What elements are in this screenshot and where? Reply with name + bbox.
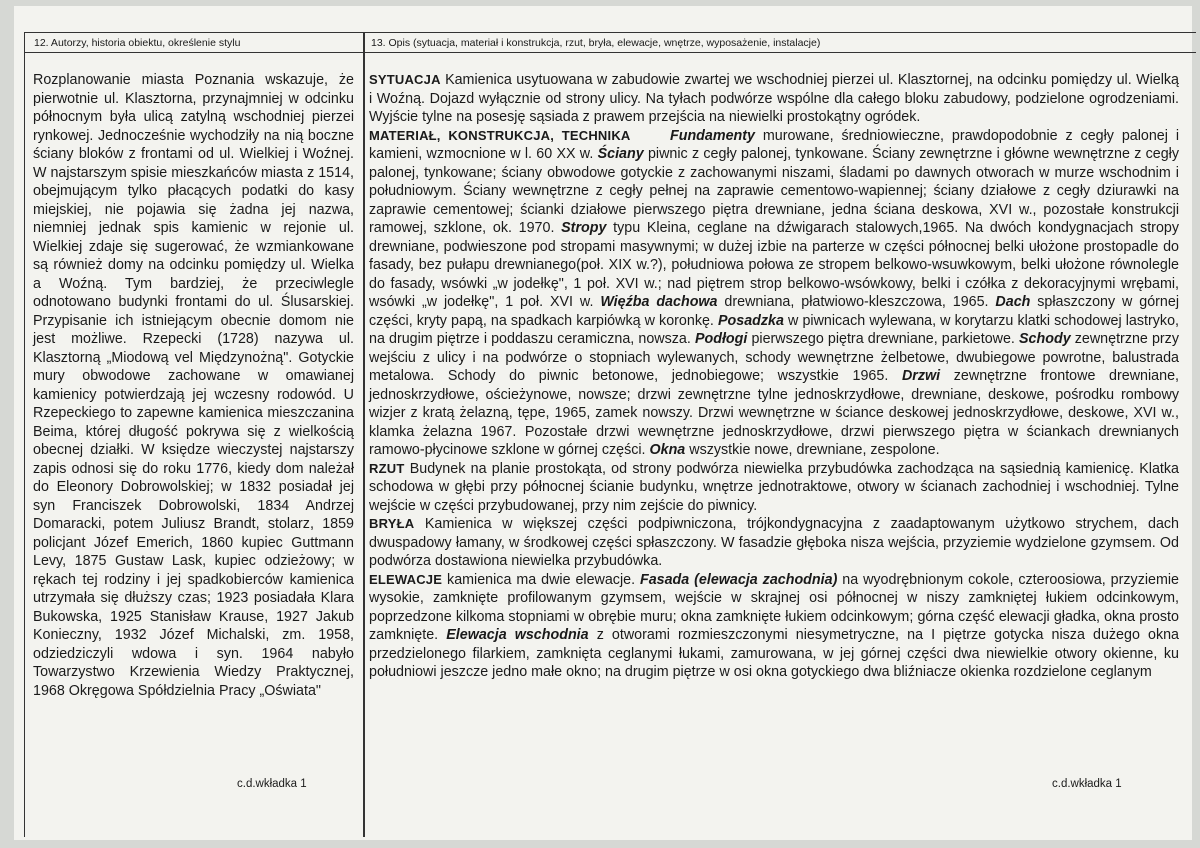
- label-elewacja-wschodnia: Elewacja wschodnia: [446, 627, 589, 643]
- section-header-12: 12. Autorzy, historia obiektu, określenie stylu: [34, 37, 241, 49]
- text-elewacje: kamienica ma dwie elewacje.: [442, 571, 640, 588]
- text-posadzka: w piwnicach wylewana, w korytarzu klatki schodowej lastryko, na drugim piętrze i poddaszu ceramiczna, nowsza.: [369, 312, 1179, 347]
- section-material: [369, 127, 1179, 460]
- label-podlogi: Podłogi: [694, 331, 748, 347]
- label-sytuacja: SYTUACJA: [369, 72, 441, 87]
- header-rule-left: [24, 52, 363, 53]
- text-okna: wszystkie nowe, drewniane, zespolone.: [685, 442, 940, 458]
- history-column: [33, 71, 354, 700]
- section-bryla: [369, 515, 1179, 571]
- text-elewacja-wschodnia: z otworami rozmieszczonymi niesymetryczne, na I piętrze gotycka nisza dużego okna przedzielonego filarkiem, zamknięta ceglanymi łukami, zamurowana, w jej górnej części dwa niewielkie otwory okienne, ku południowi jeszcze jedno małe okno; na drugim piętrze w osi okna gotyckiego dwa bliźniacze okienka rozdzielone ceglanym: [369, 627, 1179, 680]
- text-fasada: na wyodrębnionym cokole, czteroosiowa, przyziemie wysokie, zamknięte profilowanym gzymsem, wejście w skrajnej osi północnej w niszy zamkniętej łukiem odcinkowym, poprzedzone kilkoma stopniami w obrębie muru; okna zamknięte łukiem odcinkowym; górna część elewacji gładka, okna prosto zamknięte.: [369, 571, 1180, 643]
- continuation-note-right: c.d.wkładka 1: [1052, 778, 1122, 790]
- label-stropy: Stropy: [561, 220, 607, 236]
- section-elewacje: [369, 571, 1179, 682]
- label-bryla: BRYŁA: [369, 516, 415, 531]
- text-sciany: piwnic z cegły palonej, tynkowane. Ściany zewnętrzne i główne wewnętrzne z cegły palonej, tynkowane; ściany obwodowe gotyckie z zachowanymi niszami, śladami po dawnych otworach w murze wschodnim i południowym. Ściany wewnętrzne z cegły pełnej na zaprawie cementowo-wapiennej; ściany działowe z cegły dziurawki na zaprawie cementowej; ścianki działowe pierwszego piętra drewniane, jedna ściana deskowa, XVI w., pozostałe konstrukcji ramowej, szklone, ok. 1970.: [369, 146, 1179, 236]
- text-podlogi: pierwszego piętra drewniane, parkietowe.: [747, 331, 1020, 347]
- label-posadzka: Posadzka: [717, 312, 784, 329]
- header-rule-right: [365, 52, 1196, 53]
- label-sciany: Ściany: [597, 146, 644, 162]
- label-wiezba: Więźba dachowa: [600, 294, 718, 310]
- text-wiezba: drewniana, płatwiowo-kleszczowa, 1965.: [717, 294, 996, 310]
- text-stropy: typu Kleina, ceglane na dźwigarach stalowych,1965. Na dwóch kondygnacjach stropy drewniane, podwieszone pod stropami masywnymi; w dużej izbie na parterze w części północnej belki ułożone prostopadle do fasady, bez pułapu drewnianego(poł. XIX w.?), południowa połowa ze stropem belkowo-wsuwkowym, belki ułożone równolegle do fasady, wsówki „w jodełkę", 1 poł. XVI w.; nad piętrem strop belkowo-wsówkowy, belki i czółka z dekoracyjnymi wrębami, wsówki „w jodełkę", 1 poł. XVI w.: [369, 220, 1179, 310]
- label-elewacje: ELEWACJE: [369, 571, 443, 587]
- label-rzut: RZUT: [369, 460, 405, 476]
- text-fundamenty: murowane, średniowieczne, prawdopodobnie z cegły palonej i kamieni, wzmocnione w l. 60 XX w.: [369, 127, 1179, 162]
- label-fasada: Fasada (elewacja zachodnia): [639, 571, 838, 588]
- label-okna: Okna: [649, 442, 686, 458]
- text-dach: spłaszczony w górnej części, kryty papą, na spadkach karpiówką w koronkę.: [369, 294, 1180, 329]
- section-sytuacja: [369, 71, 1179, 127]
- label-material: MATERIAŁ, KONSTRUKCJA, TECHNIKA: [369, 127, 631, 143]
- continuation-note-left: c.d.wkładka 1: [237, 778, 307, 790]
- label-dach: Dach: [995, 294, 1031, 310]
- label-drzwi: Drzwi: [901, 368, 941, 384]
- description-column: [369, 71, 1179, 682]
- section-header-13: 13. Opis (sytuacja, materiał i konstrukcja, rzut, bryła, elewacje, wnętrze, wyposażenie, instalacje): [371, 37, 821, 49]
- text-rzut: Budynek na planie prostokąta, od strony podwórza niewielka przybudówka zachodząca na sąsiednią kamienicę. Klatka schodowa w głębi przy północnej ścianie budynku, wnętrze jednotraktowe, otwory w ścianach zachodniej i wschodniej. Tylne wejście w części przybudowanej, przy nim zejście do piwnicy.: [369, 460, 1179, 514]
- label-fundamenty: Fundamenty: [669, 127, 755, 144]
- column-divider: [363, 32, 365, 837]
- text-bryla: Kamienica w większej części podpiwniczona, trójkondygnacyjna z zaadaptowanym użytkowo strychem, dach dwuspadowy łamany, w środkowej części spłaszczony. W fasadzie głęboka nisza wejścia, przyziemie wydzielone gzymsem. Od podwórza dostawiona niewielka przybudówka.: [369, 516, 1179, 569]
- text-drzwi: zewnętrzne frontowe drewniane, jednoskrzydłowe, ościeżynowe, nowsze; drzwi zewnętrzne tylne jednoskrzydłowe, drewniane, deskowe, pośrodku rombowy wizjer z kratą żelazną, tępe, 1965, zamek nowszy. Drzwi wewnętrzne w ściance deskowej jednoskrzydłowe, deskowe, XVI w., klamka żelazna 1967. Pozostałe drzwi wewnętrzne jednoskrzydłowe, drzwi pierwszego piętra w ściankach drewnianych ramowo-płycinowe szklone w górnej części.: [369, 368, 1180, 458]
- text-schody: zewnętrzne przy wejściu z ulicy i na podwórze o stopniach wylewanych, schody wewnętrzne żelbetowe, dwubiegowe powrotne, balustrada metalowa. Schody do piwnic betonowe, jednobiegowe; wszystkie 1965.: [369, 331, 1179, 384]
- history-text: Rozplanowanie miasta Poznania wskazuje, że pierwotnie ul. Klasztorna, przynajmniej w odcinku północnym była ulicą zatylną wschodniej pierzei rynkowej. Jednocześnie wychodziły na nią boczne ściany bloków z frontami od ul. Wielkiej i Woźnej. W najstarszym spisie mieszkańców miasta z 1514, obejmującym tylko płacących podatki do kasy miejskiej, nie pojawia się żadna jej nazwa, niemniej jednak spis kamienic w rejonie ul. Wielkiej zdaje się sugerować, że wzmiankowane są również domy na odcinku pomiędzy ul. Wielka a Woźną. Tym bardziej, że przeciwlegle odnotowano budynki frontami do ul. Ślusarskiej. Przypisanie ich istniejącym obecnie domom nie jest możliwe. Rzepecki (1728) nazywa ul. Klasztorną „Miodową vel Międzynożną". Gotyckie mury obwodowe zachowane w omawianej kamienicy potwierdzają jej wczesny rodowód. U Rzepeckiego to zapewne kamienica mieszczanina Beima, której długość pokrywa się z wielkością obecnej działki. W księdze wieczystej najstarszy zapis odnosi się do roku 1776, kiedy dom należał do Eleonory Dobrowolskiej; w 1832 posiadał jej syn Franciszek Dobrowolski, 1834 Andrzej Domaracki, potem Juliusz Brandt, stolarz, 1859 policjant Józef Emerich, 1860 kupiec Guttmann Levy, 1875 Gustaw Lask, kupiec odzieżowy; w rękach tej rodziny i jej spadkobierców kamienica utrzymała się dłuższy czas; 1923 posiadała Klara Bukowska, 1925 Stanisław Krause, 1927 Jakub Konieczny, 1932 Józef Michalski, zm. 1958, odziedziczyli wdowa i syn. 1964 nabyło Towarzystwo Krzewienia Wiedzy Praktycznej, 1968 Okręgowa Spółdzielnia Pracy „Oświata": [33, 72, 354, 699]
- label-schody: Schody: [1019, 331, 1071, 347]
- text-sytuacja: Kamienica usytuowana w zabudowie zwartej we wschodniej pierzei ul. Klasztornej, na odcinku pomiędzy ul. Wielką i Woźną. Dojazd wyłącznie od strony ulicy. Na tyłach podwórze wspólne dla całego bloku zabudowy, podzielone ogrodzeniami. Wyjście tylne na posesję sąsiada z prawem przejścia na niewielki prostokątny ogródek.: [369, 72, 1179, 125]
- section-rzut: [369, 460, 1179, 516]
